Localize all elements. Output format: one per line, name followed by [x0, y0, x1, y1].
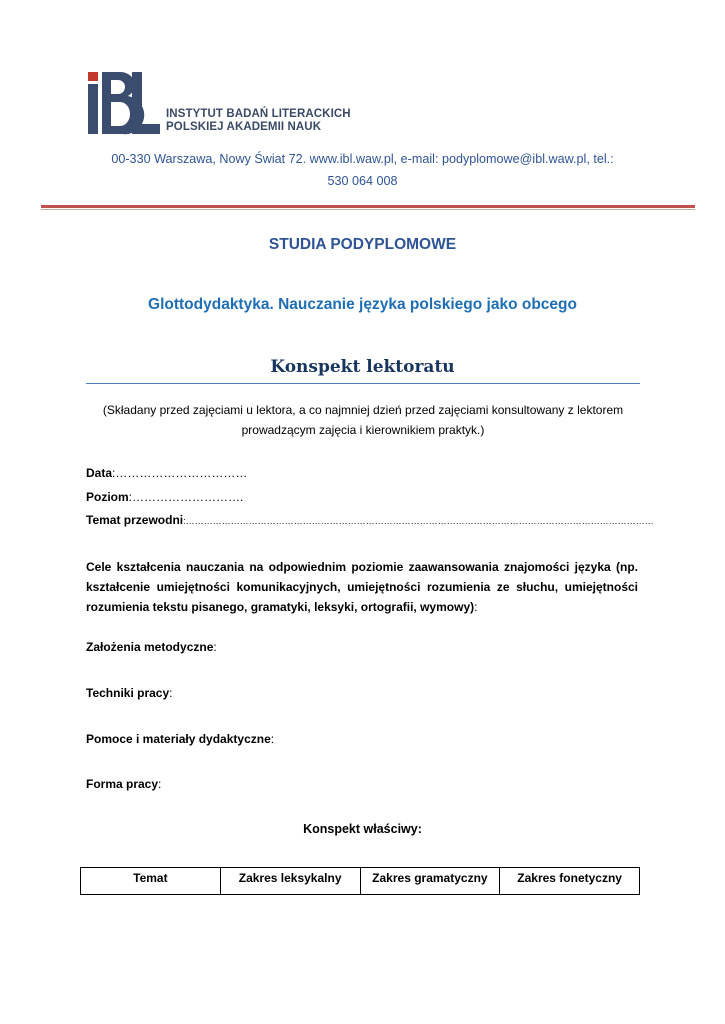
lesson-plan-table — [80, 867, 640, 895]
techniques-colon: : — [169, 686, 173, 700]
topic-label: Temat przewodni — [86, 513, 184, 527]
header-divider — [41, 205, 695, 208]
work-form-colon: : — [158, 777, 162, 791]
header-divider-thin — [41, 209, 695, 210]
column-header-lexical: Zakres leksykalny — [220, 868, 360, 895]
address-line-2: 530 064 008 — [327, 174, 398, 188]
document-title: Konspekt lektoratu — [270, 357, 455, 377]
table-header-row — [81, 868, 640, 895]
methodology-field — [86, 640, 217, 654]
institute-logo — [86, 68, 351, 138]
date-label: Data — [86, 466, 113, 480]
date-value[interactable]: :…………………………… — [112, 466, 248, 480]
methodology-label: Założenia metodyczne — [86, 640, 214, 654]
level-field — [86, 490, 243, 504]
lesson-plan-label: Konspekt właściwy: — [303, 822, 422, 836]
work-form-field — [86, 777, 161, 791]
materials-label: Pomoce i materiały dydaktyczne — [86, 732, 271, 746]
work-form-label: Forma pracy — [86, 777, 159, 791]
topic-field — [86, 513, 654, 527]
learning-goals-label: Cele kształcenia nauczania na odpowiednim poziomie zaawansowania znajomości języka (np. kształcenie umiejętności komunikacyjnych, umiejętności rozumienia ze słuchu, umiejętności rozumienia tekstu pisanego, gramatyki, leksyki, ortografii, wymowy) — [86, 560, 638, 614]
date-field — [86, 466, 247, 480]
materials-field — [86, 732, 274, 746]
logo-line-1: INSTYTUT BADAŃ LITERACKICH — [166, 108, 351, 120]
column-header-grammar: Zakres gramatyczny — [360, 868, 500, 895]
learning-goals-section — [86, 557, 638, 617]
ibl-logo-mark-icon — [86, 68, 164, 136]
level-label: Poziom — [86, 490, 129, 504]
materials-colon: : — [270, 732, 275, 746]
address-line-1: 00-330 Warszawa, Nowy Świat 72. www.ibl.waw.pl, e-mail: podyplomowe@ibl.waw.pl, tel.: — [111, 152, 614, 166]
column-header-topic: Temat — [81, 868, 221, 895]
course-heading: Glottodydaktyka. Nauczanie języka polskiego jako obcego — [148, 296, 577, 313]
note-line-2: prowadzącym zajęcia i kierownikiem praktyk.) — [241, 423, 485, 437]
note-line-1: (Składany przed zajęciami u lektora, a co najmniej dzień przed zajęciami konsultowany z lektorem — [102, 403, 624, 417]
techniques-label: Techniki pracy — [86, 686, 170, 700]
learning-goals-colon: : — [474, 600, 478, 614]
contact-address — [60, 148, 665, 192]
submission-note — [86, 400, 640, 440]
methodology-colon: : — [213, 640, 217, 654]
topic-value[interactable]: :………………………………………………………………………………………………………………………………………… — [183, 516, 654, 526]
level-value[interactable]: :………………………. — [128, 490, 244, 504]
title-underline — [86, 383, 640, 384]
logo-line-2: POLSKIEJ AKADEMII NAUK — [166, 121, 322, 133]
techniques-field — [86, 686, 173, 700]
column-header-phonetic: Zakres fonetyczny — [500, 868, 640, 895]
program-heading: STUDIA PODYPLOMOWE — [268, 236, 457, 253]
